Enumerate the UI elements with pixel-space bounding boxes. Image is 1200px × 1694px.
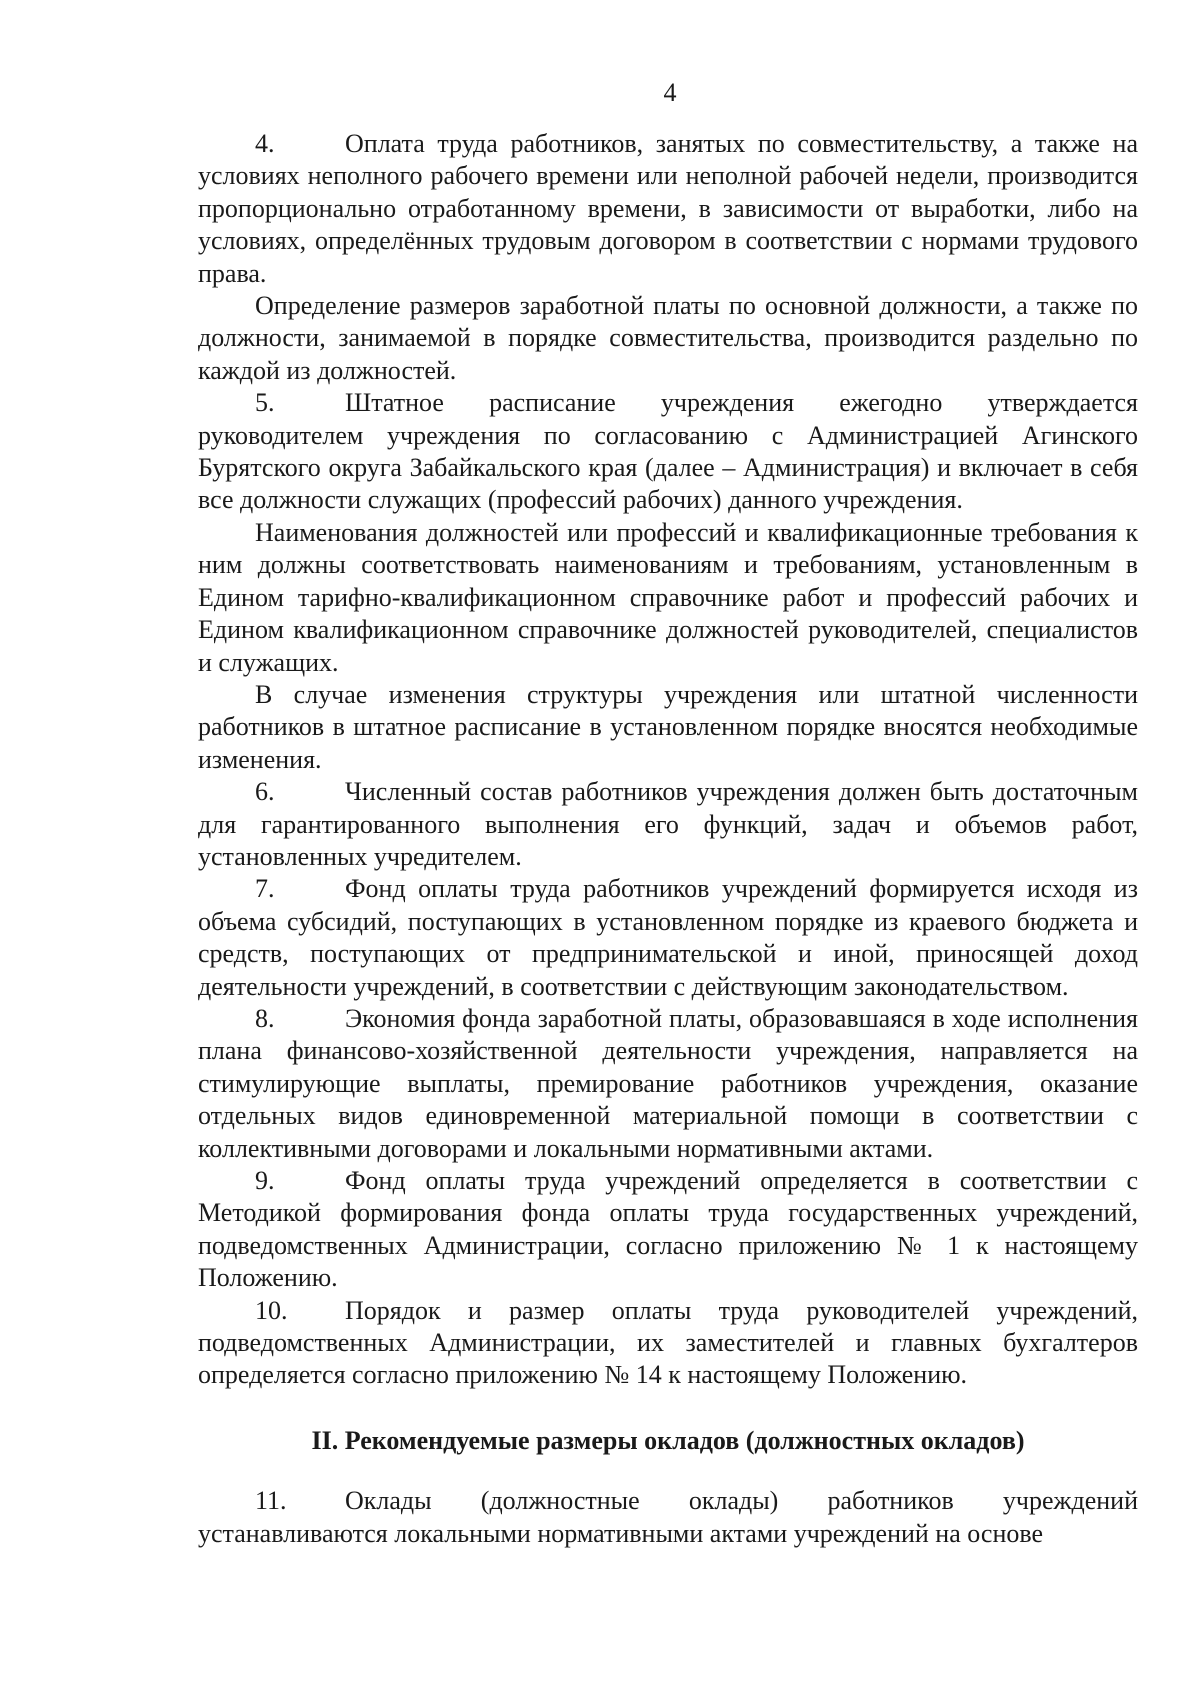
paragraph-text: Определение размеров заработной платы по основной должности, а также по должности, занимаемой в порядке совместительства, производится раздельно по каждой из должностей. <box>198 291 1138 385</box>
paragraph <box>198 290 1138 387</box>
paragraph <box>198 776 1138 873</box>
paragraph <box>198 128 1138 290</box>
paragraph-text: Экономия фонда заработной платы, образовавшаяся в ходе исполнения плана финансово-хозяйственной деятельности учреждения, направляется на стимулирующие выплаты, премирование работников учреждения, оказание отдельных видов единовременной материальной помощи в соответствии с коллективными договорами и локальными нормативными актами. <box>198 1003 1138 1163</box>
section-heading: II. Рекомендуемые размеры окладов (должностных окладов) <box>311 1425 1025 1455</box>
paragraph-text: Фонд оплаты труда работников учреждений формируется исходя из объема субсидий, поступающих в установленном порядке из краевого бюджета и средств, поступающих от предпринимательской и иной, приносящей доход деятельности учреждений, в соответствии с действующим законодательством. <box>198 874 1138 1001</box>
paragraph-number: 7. <box>255 874 275 904</box>
paragraph-text: Фонд оплаты труда учреждений определяется в соответствии с Методикой формирования фонда оплаты труда государственных учреждений, подведомственных Администрации, согласно приложению № 1 к настоящему Положению. <box>198 1166 1138 1293</box>
paragraph <box>198 517 1138 679</box>
document-body <box>198 128 1138 1550</box>
paragraph <box>198 1003 1138 1165</box>
paragraph-text: Наименования должностей или профессий и квалификационные требования к ним должны соответствовать наименованиям и требованиям, установленным в Едином тарифно-квалификационном справочнике работ и профессий рабочих и Едином квалификационном справочнике должностей руководителей, специалистов и служащих. <box>198 517 1138 677</box>
paragraph-number: 10. <box>255 1295 288 1325</box>
paragraph <box>198 1165 1138 1295</box>
paragraph-text: Штатное расписание учреждения ежегодно утверждается руководителем учреждения по согласованию с Администрацией Агинского Бурятского округа Забайкальского края (далее – Администрация) и включает в себя все должности служащих (профессий рабочих) данного учреждения. <box>198 388 1138 515</box>
paragraph-number: 9. <box>255 1166 275 1195</box>
paragraph-text: Порядок и размер оплаты труда руководителей учреждений, подведомственных Администрации, их заместителей и главных бухгалтеров определяется согласно приложению № 14 к настоящему Положению. <box>198 1295 1138 1390</box>
paragraphs-after-heading <box>198 1485 1138 1550</box>
paragraph-number: 4. <box>255 129 275 158</box>
paragraph <box>198 1295 1138 1392</box>
paragraph <box>198 873 1138 1003</box>
paragraph-text: Численный состав работников учреждения должен быть достаточным для гарантированного выполнения его функций, задач и объемов работ, установленных учредителем. <box>198 777 1138 871</box>
paragraph-number: 8. <box>255 1003 275 1033</box>
paragraph <box>198 387 1138 517</box>
paragraph-text: Оклады (должностные оклады) работников учреждений устанавливаются локальными нормативными актами учреждений на основе <box>198 1486 1138 1548</box>
paragraph-number: 6. <box>255 777 275 807</box>
paragraph-text: В случае изменения структуры учреждения или штатной численности работников в штатное расписание в установленном порядке вносятся необходимые изменения. <box>198 679 1138 774</box>
paragraph <box>198 679 1138 776</box>
paragraph-text: Оплата труда работников, занятых по совместительству, а также на условиях неполного рабочего времени или неполной рабочей недели, производится пропорционально отработанному времени, в зависимости от выработки, либо на условиях, определённых трудовым договором в соответствии с нормами трудового права. <box>198 129 1138 288</box>
page-number: 4 <box>663 78 677 107</box>
paragraph-number: 5. <box>255 388 275 418</box>
paragraph <box>198 1485 1138 1550</box>
paragraphs-before-heading <box>198 128 1138 1392</box>
paragraph-number: 11. <box>255 1486 287 1516</box>
